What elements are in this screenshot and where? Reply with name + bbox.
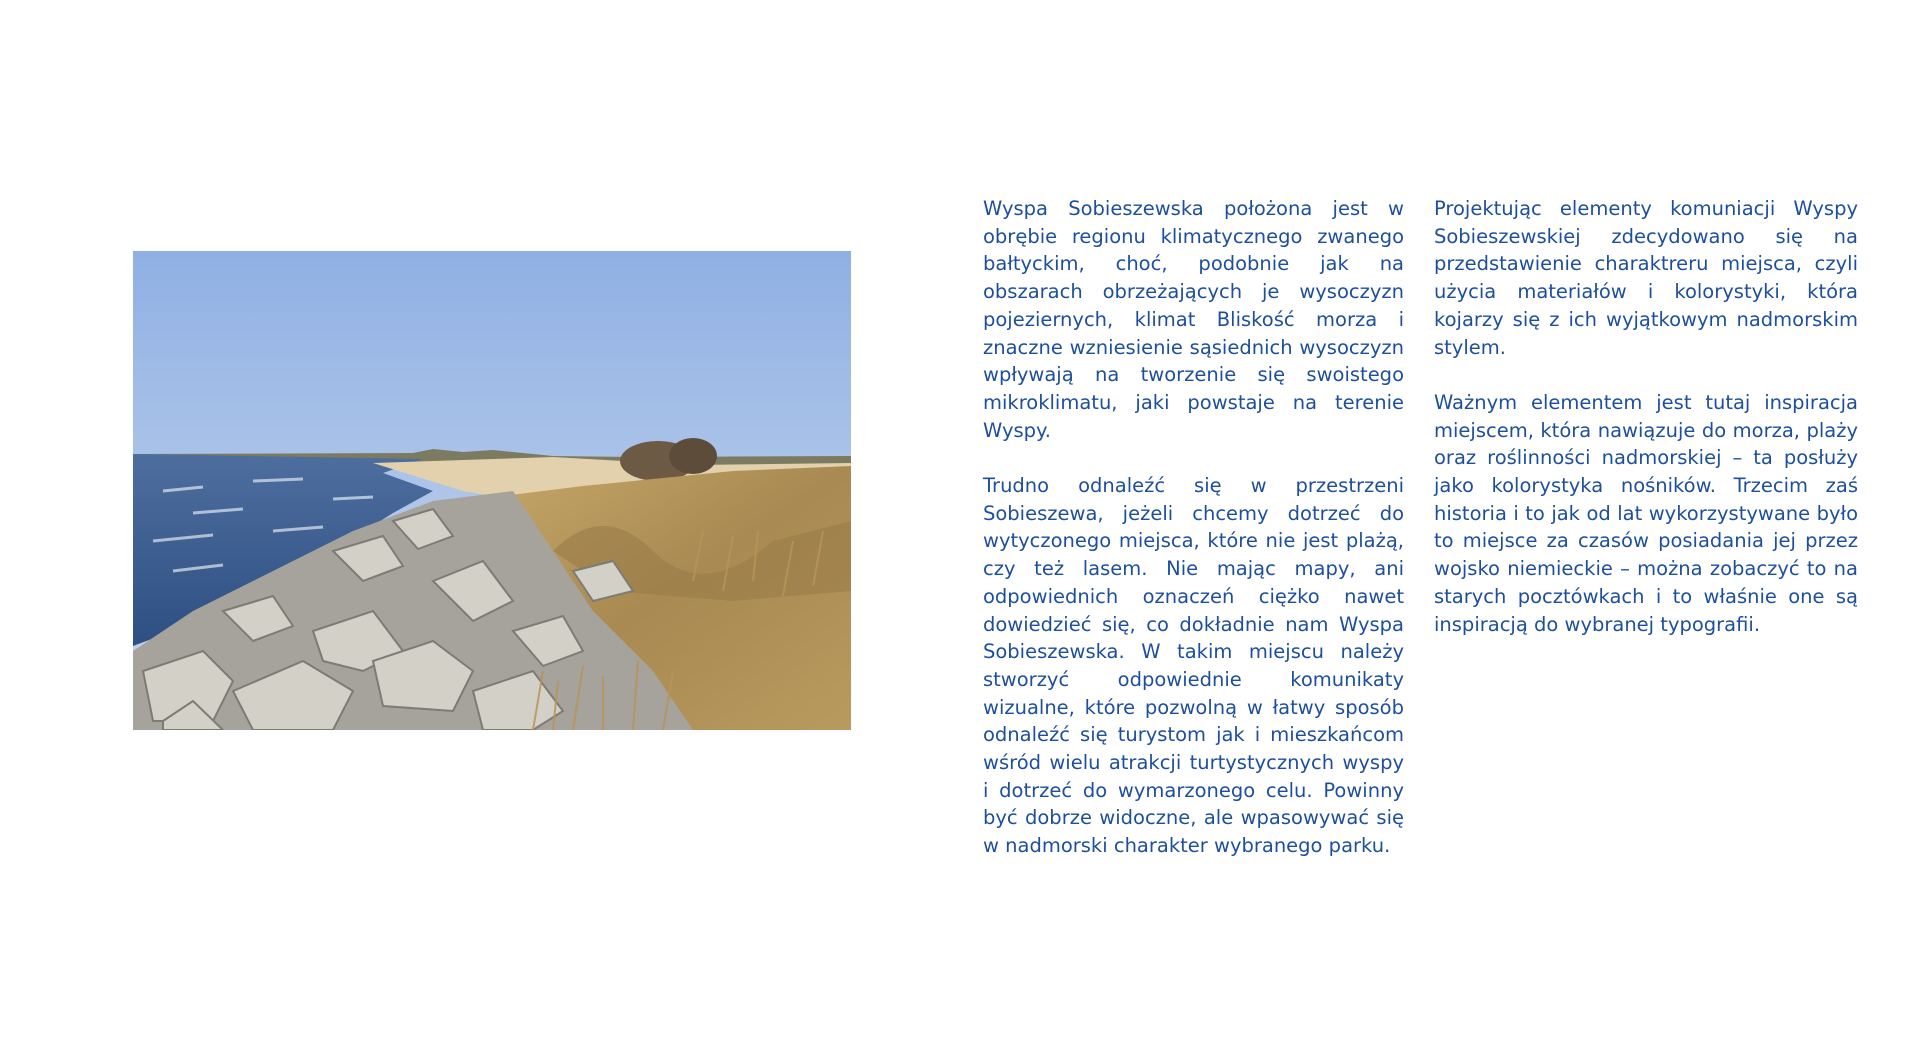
coastal-landscape-photo — [133, 251, 851, 730]
paragraph-orientation: Trudno odnaleźć się w przestrzeni Sobieszewa, jeżeli chcemy dotrzeć do wytyczonego miejsca, które nie jest plażą, czy też lasem. Nie mając mapy, ani odpowiednich oznaczeń ciężko nawet dowiedzieć się, co dokładnie nam Wyspa Sobieszewska. W takim miejscu należy stworzyć odpowiednie komunikaty wizualne, które pozwolną w łatwy sposób odnaleźć się turystom jak i mieszkańcom wśród wielu atrakcji turtystycznych wyspy i dotrzeć do wymarzonego celu. Powinny być dobrze widoczne, ale wpasowywać się w nadmorski charakter wybranego parku. — [983, 474, 1404, 858]
paragraph-design-approach: Projektując elementy komuniacji Wyspy Sobieszewskiej zdecydowano się na przedstawienie charaktreru miejsca, czyli użycia materiałów i kolorystyki, która kojarzy się z ich wyjątkowym nadmorskim stylem. — [1434, 197, 1858, 359]
photo-image — [133, 251, 851, 730]
paragraph-inspiration: Ważnym elementem jest tutaj inspiracja miejscem, która nawiązuje do morza, plaży oraz roślinności nadmorskiej – ta posłuży jako kolorystyka nośników. Trzecim zaś historia i to jak od lat wykorzystywane było to miejsce za czasów posiadania jej przez wojsko niemieckie – można zobaczyć to na starych pocztówkach i to właśnie one są inspiracją do wybranej typografii. — [1434, 390, 1858, 636]
text-column-right — [1434, 195, 1858, 638]
paragraph-climate: Wyspa Sobieszewska położona jest w obrębie regionu klimatycznego zwanego bałtyckim, choć, podobnie jak na obszarach obrzeżających je wysoczyzn pojeziernych, klimat Bliskość morza i znaczne wzniesienie sąsiednich wysoczyzn wpływają na tworzenie się swoistego mikroklimatu, jaki powstaje na terenie Wyspy. — [983, 197, 1404, 442]
text-column-left — [983, 195, 1404, 860]
